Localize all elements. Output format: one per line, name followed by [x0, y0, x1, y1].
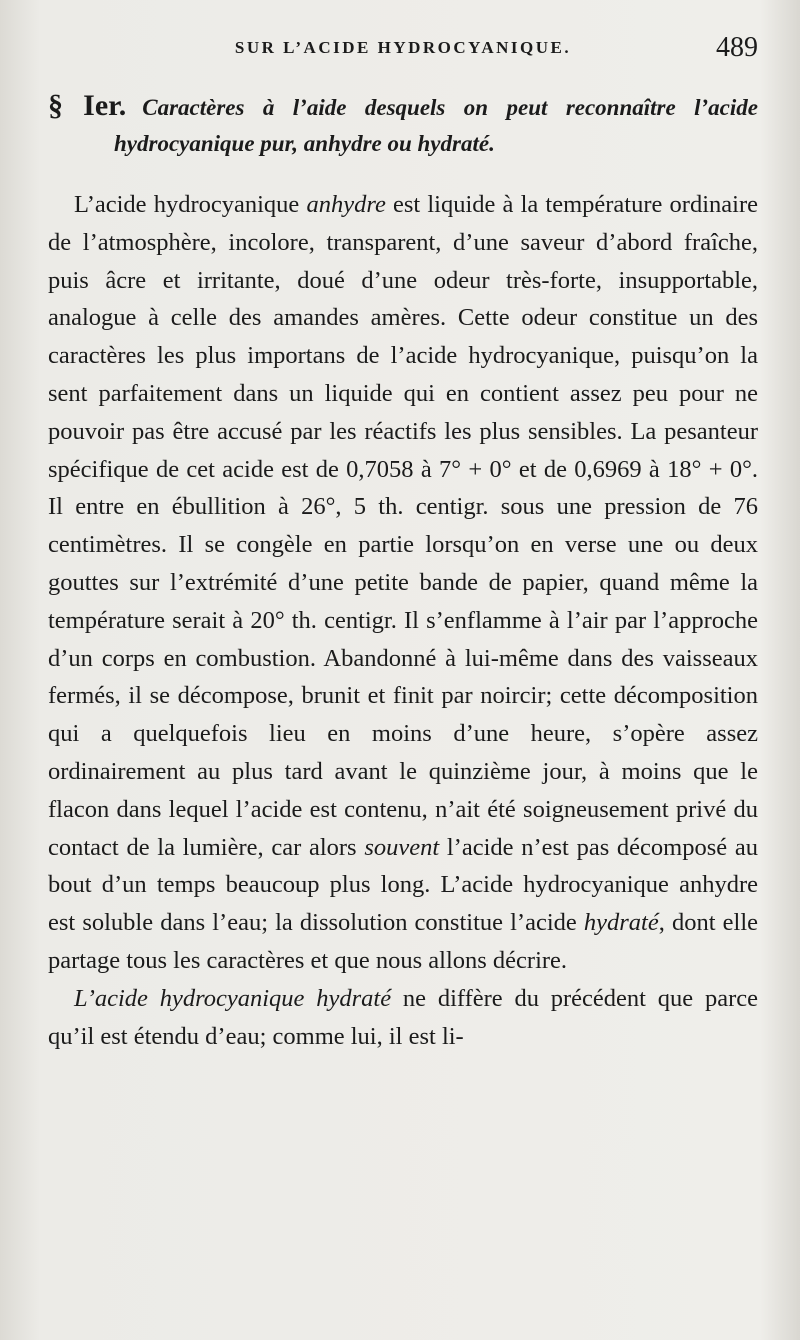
- page-number: 489: [716, 32, 758, 63]
- hydrate-emphasis: hydraté: [583, 909, 659, 937]
- running-head: SUR L’ACIDE HYDROCYANIQUE.: [234, 38, 572, 57]
- paragraph-1-text-3: l’acide n’est pas décomposé au bout d’un temps beaucoup plus long. L’acide hydrocyanique anhydre est soluble dans l’eau; la dissolution constitue l’acide: [48, 833, 758, 937]
- paragraph-2-text: ne diffère du précédent que parce qu’il est étendu d’eau; comme lui, il est li-: [48, 984, 758, 1050]
- paragraph-1: [48, 186, 758, 980]
- anhydre-emphasis: anhydre: [306, 191, 386, 218]
- paragraph-2-emphasis: L’acide hydrocyanique hydraté: [74, 984, 392, 1012]
- paragraph-1-text-4: , dont elle partage tous les caractères et que nous allons décrire.: [48, 909, 759, 974]
- page-header: [48, 0, 758, 88]
- section-mark: § Ier.: [48, 89, 127, 122]
- paragraph-1-text-1: L’acide hydrocyanique: [74, 191, 307, 218]
- paragraph-1-text-2: est liquide à la température ordinaire de l’atmosphère, incolore, transparent, d’une saveur d’abord fraîche, puis âcre et irritante, doué d’une odeur très-forte, insupportable, analogue à celle des amandes amères. Cette odeur constitue un des caractères les plus importans de l’acide hydrocyanique, puisqu’on la sent parfaitement dans un liquide qui en contient assez peu pour ne pouvoir pas être accusé par les réactifs les plus sensibles. La pesanteur spécifique de cet acide est de 0,7058 à 7° + 0° et de 0,6969 à 18° + 0°. Il entre en ébullition à 26°, 5 th. centigr. sous une pression de 76 centimètres. Il se congèle en partie lorsqu’on en verse une ou deux gouttes sur l’extrémité d’une petite bande de papier, quand même la température serait à 20° th. centigr. Il s’enflamme à l’air par l’approche d’un corps en combustion. Abandonné à lui-même dans des vaisseaux fermés, il se décompose, brunit et finit par noircir; cette décomposition qui a quelquefois lieu en moins d’une heure, s’opère assez ordinairement au plus tard avant le quinzième jour, à moins que le flacon dans lequel l’acide est contenu, n’ait été soigneusement privé du contact de la lumière, car alors: [48, 191, 758, 861]
- body-text: [48, 186, 758, 1055]
- souvent-emphasis: souvent: [364, 833, 440, 861]
- section-title: Caractères à l’aide desquels on peut reconnaître l’acide hydrocyanique pur, anhydre ou hydraté.: [114, 95, 758, 156]
- section-heading: [48, 88, 758, 162]
- paragraph-2: [48, 980, 758, 1056]
